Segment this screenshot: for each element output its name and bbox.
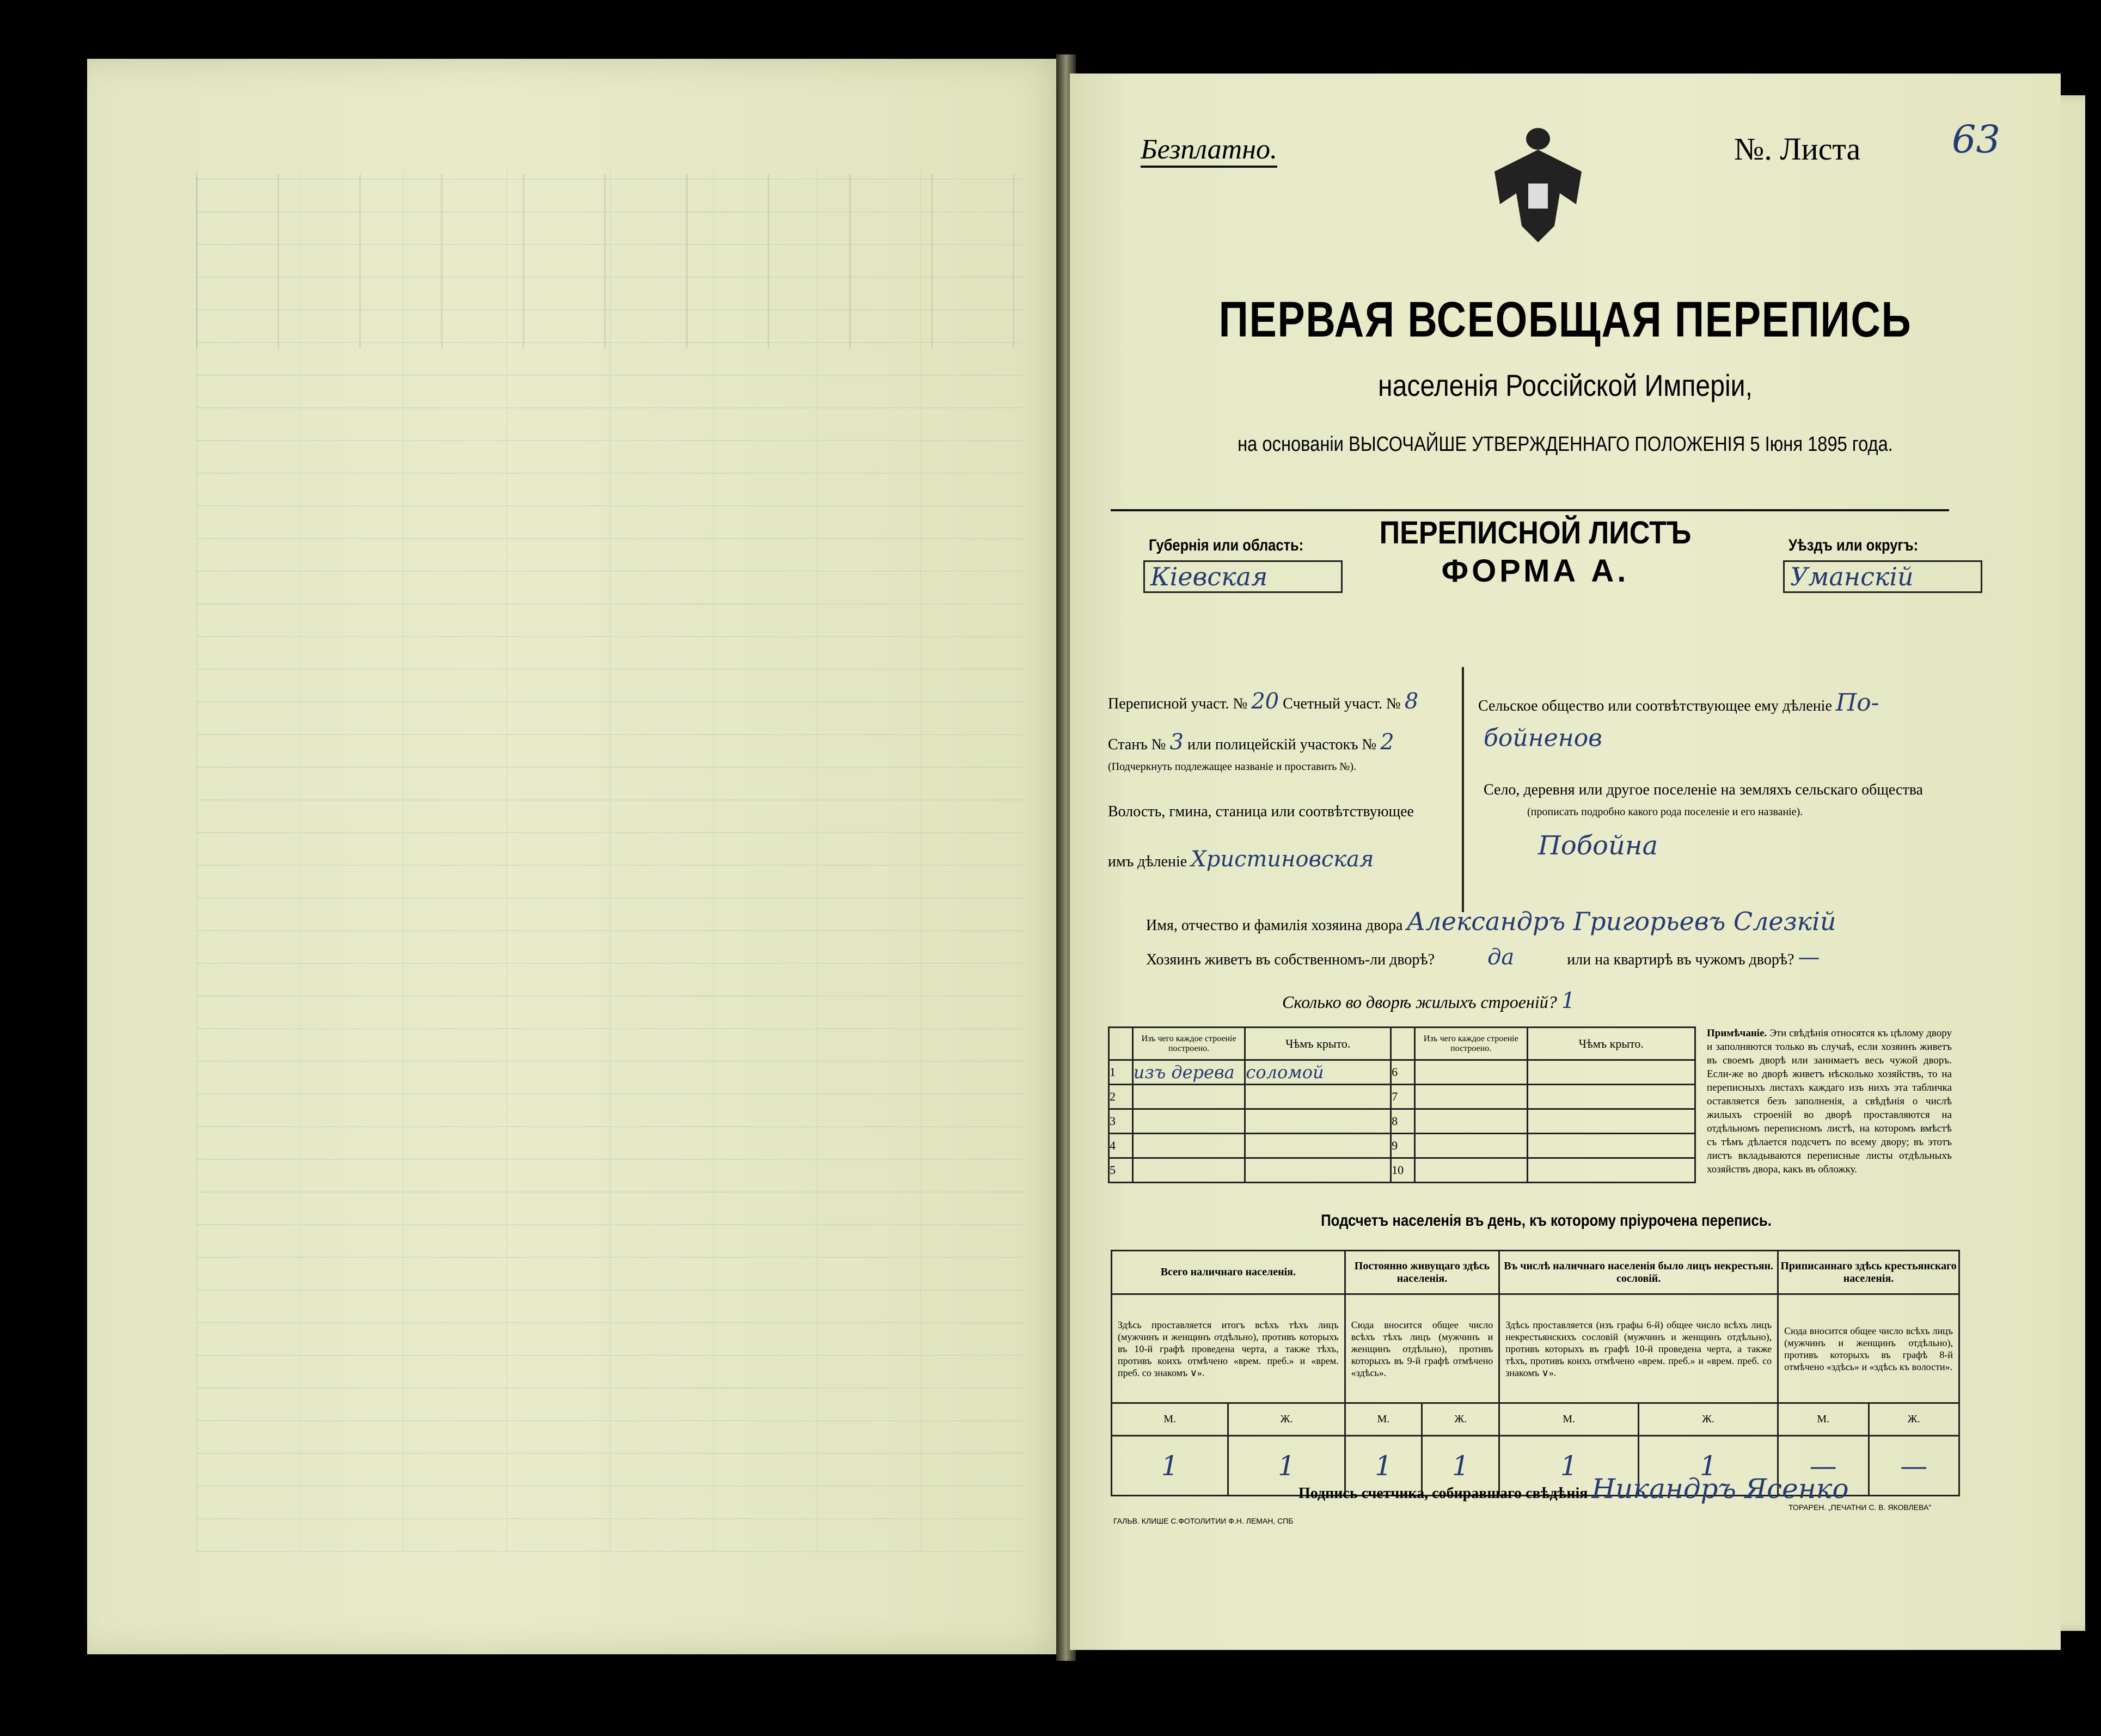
- imperial-eagle-icon: [1484, 123, 1592, 248]
- count-header-permanent: Постоянно живущаго здѣсь населенія.: [1345, 1251, 1499, 1294]
- signature-row: [1298, 1473, 1849, 1505]
- underline-note: (Подчеркнуть подлежащее названіе и проставить №).: [1108, 761, 1356, 773]
- section-row: [1108, 689, 1418, 714]
- volost-row: [1108, 847, 1374, 872]
- lives-value: да: [1487, 945, 1515, 970]
- page-title: ПЕРВАЯ ВСЕОБЩАЯ ПЕРЕПИСЬ: [1218, 292, 1912, 347]
- count-value: 1: [1639, 1436, 1778, 1496]
- note-title: Примѣчаніе.: [1707, 1028, 1767, 1039]
- society-row: [1478, 689, 1879, 717]
- row-number: 5: [1109, 1158, 1133, 1183]
- count-value: 1: [1422, 1436, 1499, 1496]
- table-row: [1109, 1060, 1695, 1085]
- count-header-non-peasant: Въ числѣ наличнаго населенія было лицъ некрестьян. сословій.: [1499, 1251, 1778, 1294]
- volost-label: Волость, гмина, станица или соотвѣтствующее: [1108, 803, 1414, 820]
- count-header-total: Всего наличнаго населенія.: [1112, 1251, 1345, 1294]
- count-table: [1111, 1250, 1960, 1496]
- district-label: Уѣздъ или округъ:: [1788, 536, 1919, 554]
- district-block: [1778, 509, 2006, 662]
- row-number: 7: [1391, 1085, 1415, 1109]
- society-value-1: По-: [1835, 689, 1879, 717]
- buildings-col-material: Изъ чего каждое строеніе построено.: [1132, 1028, 1245, 1060]
- female-header: Ж.: [1869, 1403, 1959, 1436]
- female-header: Ж.: [1422, 1403, 1499, 1436]
- male-header: М.: [1345, 1403, 1422, 1436]
- society-value-2: бойненов: [1484, 724, 1602, 752]
- buildings-table: [1108, 1026, 1696, 1183]
- society-label: Сельское общество или соотвѣтствующее ему дѣленіе: [1478, 698, 1832, 714]
- owner-value: Александръ Григорьевъ Слезкій: [1406, 907, 1836, 936]
- count-section-value: 8: [1404, 689, 1419, 714]
- free-label: Безплатно.: [1141, 133, 1277, 168]
- village-note: (прописать подробно какого рода поселеніе и его названіе).: [1527, 806, 1803, 818]
- count-desc-non-peasant: Здѣсь проставляется (изъ графы 6-й) общее число всѣхъ лицъ некрестьянскихъ сословій (мужчинъ и женщинъ отдѣльно), противъ которыхъ въ графѣ 10-й проведена черта, а также тѣхъ, противъ коихъ отмѣчено «врем. преб.» и «врем. преб. со знакомъ ∨».: [1499, 1294, 1778, 1403]
- province-block: [1111, 509, 1339, 662]
- page-subtitle: населенія Россійской Имперіи,: [1378, 368, 1753, 402]
- imprint-left: ГАЛЬВ. КЛИШЕ С.ФОТОЛИТИИ Ф.Н. ЛЕМАН, СПБ: [1113, 1517, 1294, 1525]
- count-value: 1: [1499, 1436, 1639, 1496]
- fields-divider: [1462, 667, 1464, 912]
- stan-label: Станъ №: [1108, 736, 1166, 753]
- row-number: 9: [1391, 1134, 1415, 1158]
- rent-label: или на квартирѣ въ чужомъ дворѣ?: [1567, 951, 1794, 968]
- row-number: 10: [1391, 1158, 1415, 1183]
- owner-label: Имя, отчество и фамилія хозяина двора: [1146, 917, 1403, 934]
- buildings-col-material-2: Изъ чего каждое строеніе построено.: [1414, 1028, 1527, 1060]
- legal-basis: на основаніи ВЫСОЧАЙШЕ УТВЕРЖДЕННАГО ПОЛОЖЕНІЯ 5 Іюня 1895 года.: [1238, 433, 1893, 456]
- sheet-title: ПЕРЕПИСНОЙ ЛИСТЪ: [1379, 515, 1692, 551]
- police-value: 2: [1380, 730, 1394, 755]
- buildings-label: Сколько во дворѣ жилыхъ строеній?: [1282, 992, 1557, 1012]
- signature-value: Никандръ Ясенко: [1591, 1473, 1849, 1505]
- buildings-col-roof: Чѣмъ крыто.: [1245, 1028, 1391, 1060]
- count-value: 1: [1112, 1436, 1228, 1496]
- left-page-bleedthrough-grid: [196, 169, 1024, 1552]
- row-number: 8: [1391, 1109, 1415, 1134]
- lives-row: [1146, 945, 1820, 970]
- province-label: Губернія или область:: [1149, 536, 1304, 554]
- female-header: Ж.: [1639, 1403, 1778, 1436]
- table-row: [1109, 1134, 1695, 1158]
- imprint-right: ТОРАРЕН. „ПЕЧАТНИ С. В. ЯКОВЛЕВА": [1788, 1503, 1932, 1512]
- signature-label: Подпись счетчика, собиравшаго свѣдѣнія: [1298, 1485, 1588, 1502]
- buildings-row: [1282, 988, 1575, 1013]
- count-value: 1: [1228, 1436, 1345, 1496]
- count-value: —: [1778, 1436, 1869, 1496]
- note-block: [1707, 1026, 1952, 1176]
- row-number: 3: [1109, 1109, 1133, 1134]
- buildings-col-roof-2: Чѣмъ крыто.: [1527, 1028, 1695, 1060]
- table-row: [1109, 1085, 1695, 1109]
- lives-label: Хозяинъ живетъ въ собственномъ-ли дворѣ?: [1146, 951, 1435, 968]
- row-number: 1: [1109, 1060, 1133, 1085]
- stan-row: [1108, 730, 1394, 755]
- count-value: 1: [1345, 1436, 1422, 1496]
- district-value: Уманскій: [1783, 560, 1982, 593]
- volost-value: Христиновская: [1191, 847, 1374, 872]
- male-header: М.: [1499, 1403, 1639, 1436]
- sheet-number-value: 63: [1952, 117, 2001, 162]
- male-header: М.: [1112, 1403, 1228, 1436]
- census-section-label: Переписной участ. №: [1108, 695, 1248, 712]
- row-number: 2: [1109, 1085, 1133, 1109]
- male-header: М.: [1778, 1403, 1869, 1436]
- female-header: Ж.: [1228, 1403, 1345, 1436]
- row-number: 6: [1391, 1060, 1415, 1085]
- count-header-registered: Приписаннаго здѣсь крестьянскаго населенія.: [1778, 1251, 1959, 1294]
- stan-value: 3: [1169, 730, 1184, 755]
- left-page-bleedthrough-header: [196, 174, 1024, 349]
- right-page: [1070, 74, 2061, 1650]
- table-row: [1109, 1158, 1695, 1183]
- form-label: ФОРМА А.: [1441, 553, 1630, 589]
- sex-header-row: [1112, 1403, 1959, 1436]
- row-number: 4: [1109, 1134, 1133, 1158]
- census-section-value: 20: [1251, 689, 1279, 714]
- count-value: —: [1869, 1436, 1959, 1496]
- roof-cell: соломой: [1245, 1060, 1391, 1085]
- village-label: Село, деревня или другое поселеніе на земляхъ сельскаго общества: [1484, 781, 1923, 798]
- buildings-value: 1: [1561, 988, 1576, 1013]
- material-cell: изъ дерева: [1132, 1060, 1245, 1085]
- count-desc-permanent: Сюда вносится общее число всѣхъ тѣхъ лицъ (мужчинъ и женщинъ отдѣльно), противъ которыхъ въ 9-й графѣ отмѣчено «здѣсь».: [1345, 1294, 1499, 1403]
- province-value: Кіевская: [1143, 560, 1343, 593]
- table-row: [1109, 1109, 1695, 1134]
- count-desc-total: Здѣсь проставляется итогъ всѣхъ тѣхъ лицъ (мужчинъ и женщинъ отдѣльно), противъ которыхъ въ 10-й графѣ проведена черта, а также тѣхъ, противъ коихъ отмѣчено «врем. преб.» и «врем. преб. со знакомъ ∨».: [1112, 1294, 1345, 1403]
- count-title: Подсчетъ населенія въ день, къ которому пріурочена перепись.: [1321, 1212, 1772, 1230]
- note-text: Эти свѣдѣнія относятся къ цѣлому двору и заполняются только въ случаѣ, если хозяинъ живетъ въ своемъ дворѣ или занимаетъ весь чужой дворъ. Если-же во дворѣ живетъ нѣсколько хозяйствъ, то на переписныхъ листахъ каждаго изъ нихъ эта табличка оставляется безъ заполненія, а свѣдѣнія о числѣ жилыхъ строеній во дворѣ проставляются на отдѣльномъ переписномъ листѣ, на которомъ вмѣстѣ съ тѣмъ дѣлается подсчетъ по всему двору; въ этотъ листъ вкладываются переписные листы отдѣльныхъ хозяйствъ двора, какъ въ обложку.: [1707, 1028, 1952, 1175]
- village-value: Побойна: [1538, 830, 1658, 861]
- volost-label-2: имъ дѣленіе: [1108, 853, 1187, 870]
- count-desc-registered: Сюда вносится общее число всѣхъ лицъ (мужчинъ и женщинъ отдѣльно), противъ которыхъ въ графѣ 8-й отмѣчено «здѣсь» и «здѣсь къ волости».: [1778, 1294, 1959, 1403]
- rent-value: —: [1798, 945, 1820, 970]
- sheet-number-label: №. Листа: [1734, 131, 1861, 167]
- count-section-label: Счетный участ. №: [1283, 695, 1401, 712]
- police-label: или полицейскій участокъ №: [1187, 736, 1377, 753]
- owner-row: [1146, 907, 1836, 936]
